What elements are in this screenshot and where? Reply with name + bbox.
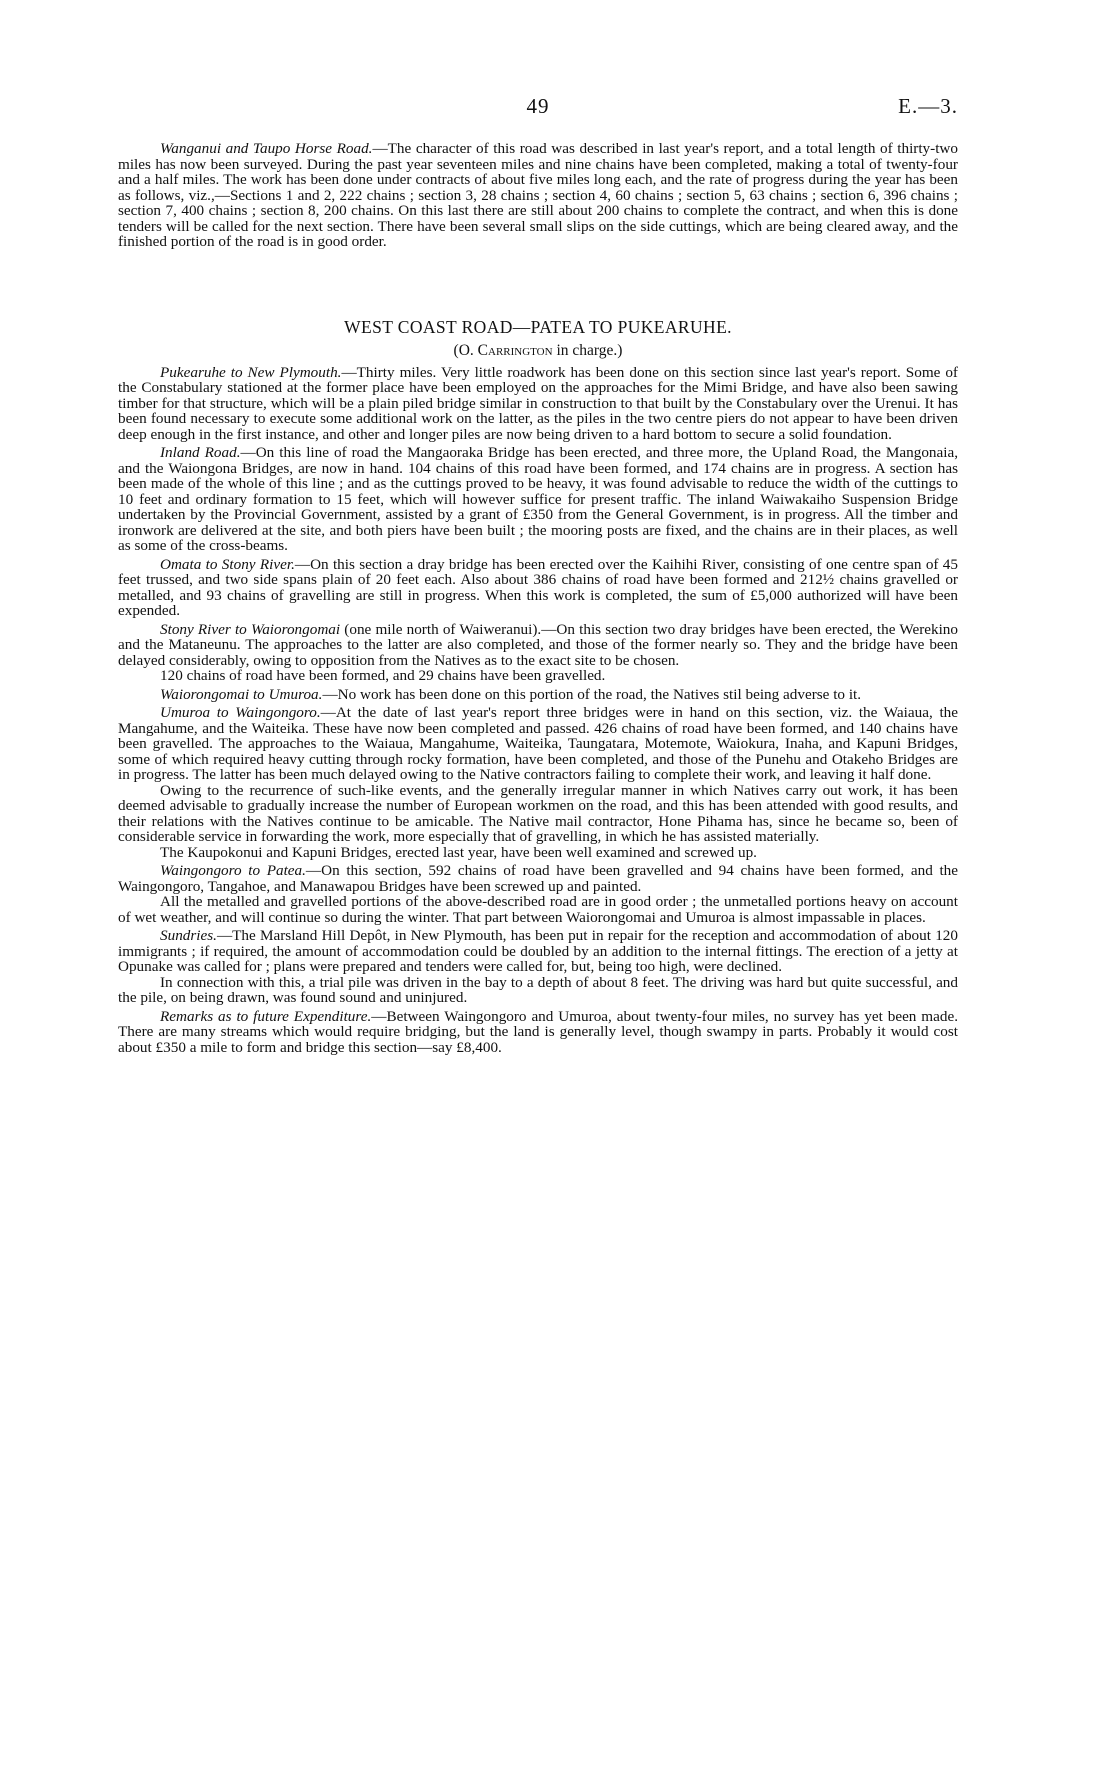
paragraph-title: Remarks as to future Expenditure. bbox=[160, 1007, 372, 1025]
paragraph-inland-road bbox=[118, 445, 958, 554]
paragraph-text: —At the date of last year's report three bridges were in hand on this section, viz. the Waiaua, the Mangahume, and the Waiteika. These have now been completed and passed. 426 chains of road have been formed, and 140 chains have been gravelled. The approaches to the Waiaua, Mangahume, Waiteika, Taungatara, Motemote, Waiokura, Inaha, and Kapuni Bridges, some of which required heavy cutting through rocky formation, have been completed, and those of the Punehu and Otakeho Bridges are in progress. The latter has been much delayed owing to the Native contractors failing to complete their work, and leaving it half done. bbox=[118, 704, 958, 783]
paragraph-waiorongomai bbox=[118, 687, 958, 703]
paragraph-text: —On this section a dray bridge has been erected over the Kaihihi River, consisting of one centre span of 45 feet trussed, and two side spans plain of 20 feet each. Also about 386 chains of road have been formed and 212½ chains gravelled or metalled, and 93 chains of gravelling are still in progress. When this work is completed, the sum of £5,000 authorized will have been expended. bbox=[118, 555, 958, 619]
paragraph-title: Umuroa to Waingongoro. bbox=[160, 704, 321, 721]
paragraph-text: —The Marsland Hill Depôt, in New Plymouth, has been put in repair for the reception and accommodation of about 120 immigrants ; if required, the amount of accommodation could be doubled by an addition to the internal fittings. The erection of a jetty at Opunake was called for ; plans were prepared and tenders were called for, but, being too high, were declined. bbox=[118, 927, 958, 975]
paragraph-title: Pukearuhe to New Plymouth. bbox=[160, 363, 342, 381]
paragraph-title: Inland Road. bbox=[160, 444, 241, 461]
document-body bbox=[118, 141, 958, 1058]
paragraph-text: —Thirty miles. Very little roadwork has been done on this section since last year's report. Some of the Constabulary stationed at the former place have been employed on the approaches for the Mimi Bridge, and have also been sawing timber for that structure, which will be a plain piled bridge similar in construction to that built by the Constabulary over the Urenui. It has been found necessary to execute some additional work on the latter, as the piles in the two centre piers do not appear to have been driven deep enough in the first instance, and other and longer piles are now being driven to a hard bottom to secure a solid foundation. bbox=[118, 363, 958, 443]
paragraph-text: Owing to the recurrence of such-like events, and the generally irregular manner in which Natives carry out work, it has been deemed advisable to gradually increase the number of European workmen on the road, and this has been attended with good results, and their relations with the Natives continue to be amicable. The Native mail contractor, Hone Pihama has, since he became so, been of considerable service in forwarding the work, more especially that of gravelling, in which he has assisted materially. bbox=[118, 781, 958, 845]
paragraph-pukearuhe bbox=[118, 365, 958, 443]
paragraph-text: (one mile north of Waiweranui).—On this section two dray bridges have been erected, the Werekino and the Mataneunu. The approaches to the latter are also completed, and those of the former nearly so. They and the bridge have been delayed considerably, owing to opposition from the Natives as to the exact site to be chosen. bbox=[118, 620, 958, 669]
paragraph-title: Waingongoro to Patea. bbox=[160, 862, 306, 879]
paragraph-text: 120 chains of road have been formed, and 29 chains have been gravelled. bbox=[160, 667, 606, 684]
paragraph-omata bbox=[118, 557, 958, 619]
wanganui-title: Wanganui and Taupo Horse Road. bbox=[160, 140, 373, 157]
paragraph-title: Stony River to Waiorongomai bbox=[160, 620, 341, 638]
west-coast-heading: WEST COAST ROAD—PATEA TO PUKEARUHE. bbox=[344, 316, 732, 337]
paragraph-title: Waiorongomai to Umuroa. bbox=[160, 685, 323, 703]
paragraph-text: In connection with this, a trial pile was driven in the bay to a depth of about 8 feet. The driving was hard but quite successful, and the pile, on being drawn, was found sound and uninjured. bbox=[118, 973, 958, 1006]
paragraph-trial-pile bbox=[118, 975, 958, 1006]
subheading-suffix: in charge.) bbox=[552, 342, 623, 359]
paragraph-text: —Between Waingongoro and Umuroa, about twenty-four miles, no survey has yet been made. There are many streams which would require bridging, but the land is generally level, though swampy in parts. Probably it would cost about £350 a mile to form and bridge this section—say £8,400. bbox=[118, 1007, 958, 1056]
paragraph-text: —On this line of road the Mangaoraka Bridge has been erected, and three more, the Upland Road, the Mangonaia, and the Waiongona Bridges, are now in hand. 104 chains of this road have been formed, and 174 chains are in progress. A section has been made of the whole of this line ; and as the cuttings proved to be heavy, it was found advisable to reduce the width of the cuttings to 10 feet and ordinary formation to 15 feet, which will however suffice for present traffic. The inland Waiwakaiho Suspension Bridge undertaken by the Provincial Government, assisted by a grant of £350 from the General Government, is in progress. All the timber and ironwork are delivered at the site, and both piers have been built ; the mooring posts are fixed, and the chains are in their places, as well as some of the cross-beams. bbox=[118, 444, 959, 554]
paragraph-stony-river bbox=[118, 622, 958, 669]
subheading-prefix: (O. bbox=[453, 342, 478, 359]
paragraph-kaupokonui bbox=[118, 845, 958, 861]
paragraph-text: —No work has been done on this portion of the road, the Natives stil being adverse to it. bbox=[322, 685, 862, 703]
paragraph-road-formed bbox=[118, 668, 958, 684]
paragraph-remarks bbox=[118, 1009, 958, 1056]
paragraph-title: Sundries. bbox=[160, 927, 217, 944]
paragraph-sundries bbox=[118, 928, 958, 975]
document-code: E.—3. bbox=[898, 94, 958, 118]
paragraph-text: The Kaupokonui and Kapuni Bridges, erected last year, have been well examined and screwed up. bbox=[160, 843, 757, 861]
wanganui-paragraph bbox=[118, 141, 958, 250]
paragraph-road-condition bbox=[118, 894, 958, 925]
paragraph-waingongoro bbox=[118, 863, 958, 894]
wanganui-text: —The character of this road was described in last year's report, and a total length of thirty-two miles has now been surveyed. During the past year seventeen miles and nine chains have been completed, making a total of twenty-four and a half miles. The work has been done under contracts of about five miles long each, and the rate of progress during the year has been as follows, viz.,—Sections 1 and 2, 222 chains ; section 3, 28 chains ; section 4, 60 chains ; section 5, 63 chains ; section 6, 396 chains ; section 7, 400 chains ; section 8, 200 chains. On this last there are still about 200 chains to complete the contract, and when this is done tenders will be called for the next section. There have been several small slips on the side cuttings, which are being cleared away, and the finished portion of the road is in good order. bbox=[118, 140, 958, 250]
page-number: 49 bbox=[526, 94, 550, 118]
page-header bbox=[118, 94, 958, 122]
subheading-name: Carrington bbox=[477, 342, 553, 359]
paragraph-title: Omata to Stony River. bbox=[160, 555, 295, 573]
paragraph-umuroa bbox=[118, 705, 958, 783]
paragraph-european-workmen bbox=[118, 783, 958, 845]
paragraph-text: All the metalled and gravelled portions of the above-described road are in good order ; the unmetalled portions heavy on account of wet weather, and will continue so during the winter. That part between Waiorongomai and Umuroa is almost impassable in places. bbox=[118, 893, 958, 926]
west-coast-subheading bbox=[118, 343, 958, 359]
paragraph-text: —On this section, 592 chains of road have been gravelled and 94 chains have been formed, and the Waingongoro, Tangahoe, and Manawapou Bridges have been screwed up and painted. bbox=[118, 862, 958, 895]
